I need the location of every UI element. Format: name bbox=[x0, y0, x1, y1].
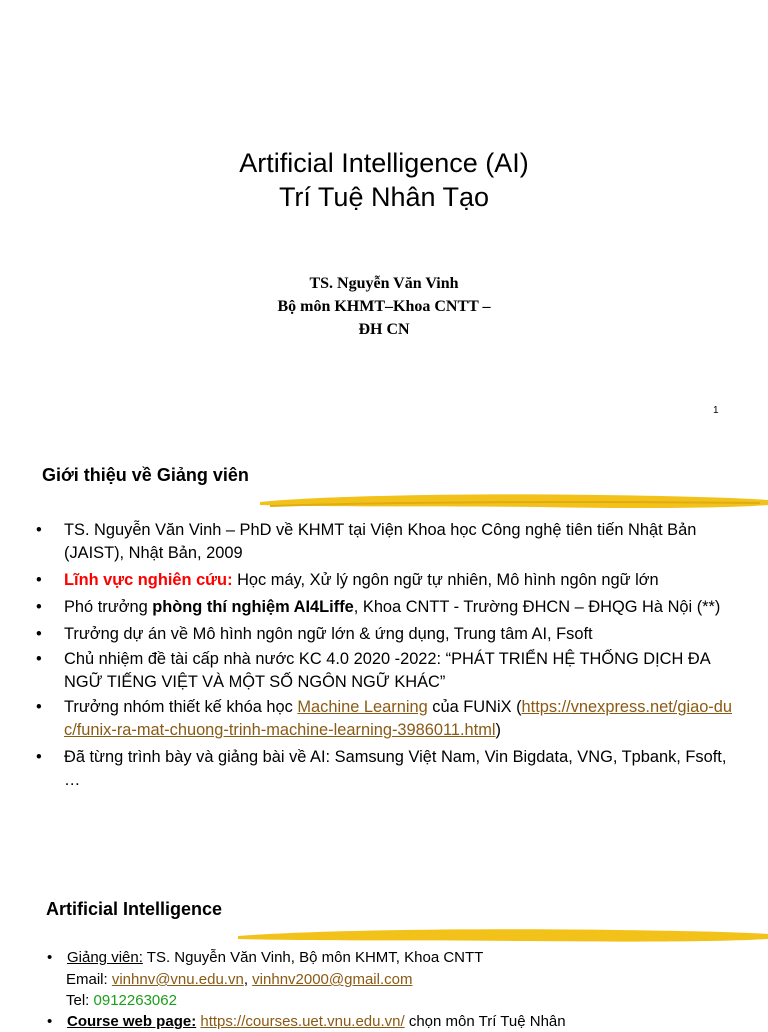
tel-label: Tel: bbox=[66, 992, 94, 1009]
author-university: ĐH CN bbox=[358, 321, 410, 338]
author-department: Bộ môn KHMT–Khoa CNTT – bbox=[277, 298, 491, 315]
bullet-icon: • bbox=[36, 748, 42, 766]
lecturer-info bbox=[47, 947, 747, 968]
bullet-icon: • bbox=[36, 698, 42, 716]
list-item bbox=[36, 596, 736, 619]
bullet-text: của FUNiX ( bbox=[427, 698, 522, 716]
section-heading-lecturer: Giới thiệu về Giảng viên bbox=[42, 465, 249, 485]
email-label: Email: bbox=[66, 971, 112, 988]
title-line-1: Artificial Intelligence (AI) bbox=[239, 148, 529, 178]
list-item bbox=[36, 696, 736, 742]
bullet-icon: • bbox=[47, 1013, 53, 1030]
bullet-icon: • bbox=[36, 650, 42, 668]
section-heading-course: Artificial Intelligence bbox=[46, 899, 223, 919]
heading-underline-brush bbox=[260, 491, 768, 511]
author-name: TS. Nguyễn Văn Vinh bbox=[309, 275, 459, 292]
email-separator: , bbox=[243, 971, 253, 988]
lecturer-label: Giảng viên: bbox=[67, 949, 143, 966]
bullet-icon: • bbox=[36, 571, 42, 589]
vnexpress-article-link[interactable]: https://vnexpress.net/giao-duc/funix-ra-mat-chuong-trinh-machine-learning-3986011.html bbox=[64, 698, 733, 739]
tel-number: 0912263062 bbox=[93, 992, 177, 1009]
email-line bbox=[66, 969, 412, 990]
bullet-text: TS. Nguyễn Văn Vinh – PhD về KHMT tại Viện Khoa học Công nghệ tiên tiến Nhật Bản (JAIST), Nhật Bản, 2009 bbox=[64, 521, 697, 562]
bullet-text: ) bbox=[495, 721, 501, 739]
machine-learning-link[interactable]: Machine Learning bbox=[297, 698, 428, 716]
bullet-icon: • bbox=[36, 521, 42, 539]
bullet-text: Đã từng trình bày và giảng bài về AI: Samsung Việt Nam, Vin Bigdata, VNG, Tpbank, Fsoft, … bbox=[64, 748, 727, 789]
bullet-text: Trưởng dự án về Mô hình ngôn ngữ lớn & ứng dụng, Trung tâm AI, Fsoft bbox=[64, 625, 593, 643]
bullet-text: Phó trưởng bbox=[64, 598, 153, 616]
lecturer-text: TS. Nguyễn Văn Vinh, Bộ môn KHMT, Khoa CNTT bbox=[142, 949, 484, 966]
tel-line bbox=[66, 990, 177, 1011]
bullet-icon: • bbox=[47, 949, 53, 966]
course-web-text: chọn môn Trí Tuệ Nhân bbox=[404, 1013, 566, 1030]
bullet-icon: • bbox=[36, 598, 42, 616]
bullet-text: Học máy, Xử lý ngôn ngữ tự nhiên, Mô hình ngôn ngữ lớn bbox=[232, 571, 659, 589]
email-link-gmail[interactable]: vinhnv2000@gmail.com bbox=[252, 971, 413, 988]
page-number: 1 bbox=[713, 405, 719, 416]
list-item bbox=[36, 569, 736, 592]
lecturer-bullet-list bbox=[36, 519, 736, 792]
email-link-vnu[interactable]: vinhnv@vnu.edu.vn bbox=[111, 971, 244, 988]
list-item bbox=[36, 623, 736, 646]
course-web-line bbox=[47, 1011, 747, 1032]
lab-name: phòng thí nghiệm AI4Liffe bbox=[152, 598, 354, 616]
brush-stroke bbox=[238, 929, 768, 941]
bullet-icon: • bbox=[36, 625, 42, 643]
list-item bbox=[36, 519, 736, 565]
course-heading-underline-brush bbox=[238, 926, 768, 944]
research-field-label: Lĩnh vực nghiên cứu: bbox=[64, 571, 233, 589]
course-web-label: Course web page: bbox=[67, 1013, 197, 1030]
bullet-text: Chủ nhiệm đề tài cấp nhà nước KC 4.0 2020 -2022: “PHÁT TRIỂN HỆ THỐNG DỊCH ĐA NGỮ TIẾNG VIỆT VÀ MỘT SỐ NGÔN NGỮ KHÁC” bbox=[64, 650, 710, 691]
bullet-text: Trưởng nhóm thiết kế khóa học bbox=[64, 698, 298, 716]
list-item bbox=[36, 648, 736, 694]
bullet-text: , Khoa CNTT - Trường ĐHCN – ĐHQG Hà Nội (**) bbox=[353, 598, 721, 616]
list-item bbox=[36, 746, 736, 792]
title-line-2: Trí Tuệ Nhân Tạo bbox=[278, 182, 490, 212]
course-web-link[interactable]: https://courses.uet.vnu.edu.vn/ bbox=[200, 1013, 405, 1030]
